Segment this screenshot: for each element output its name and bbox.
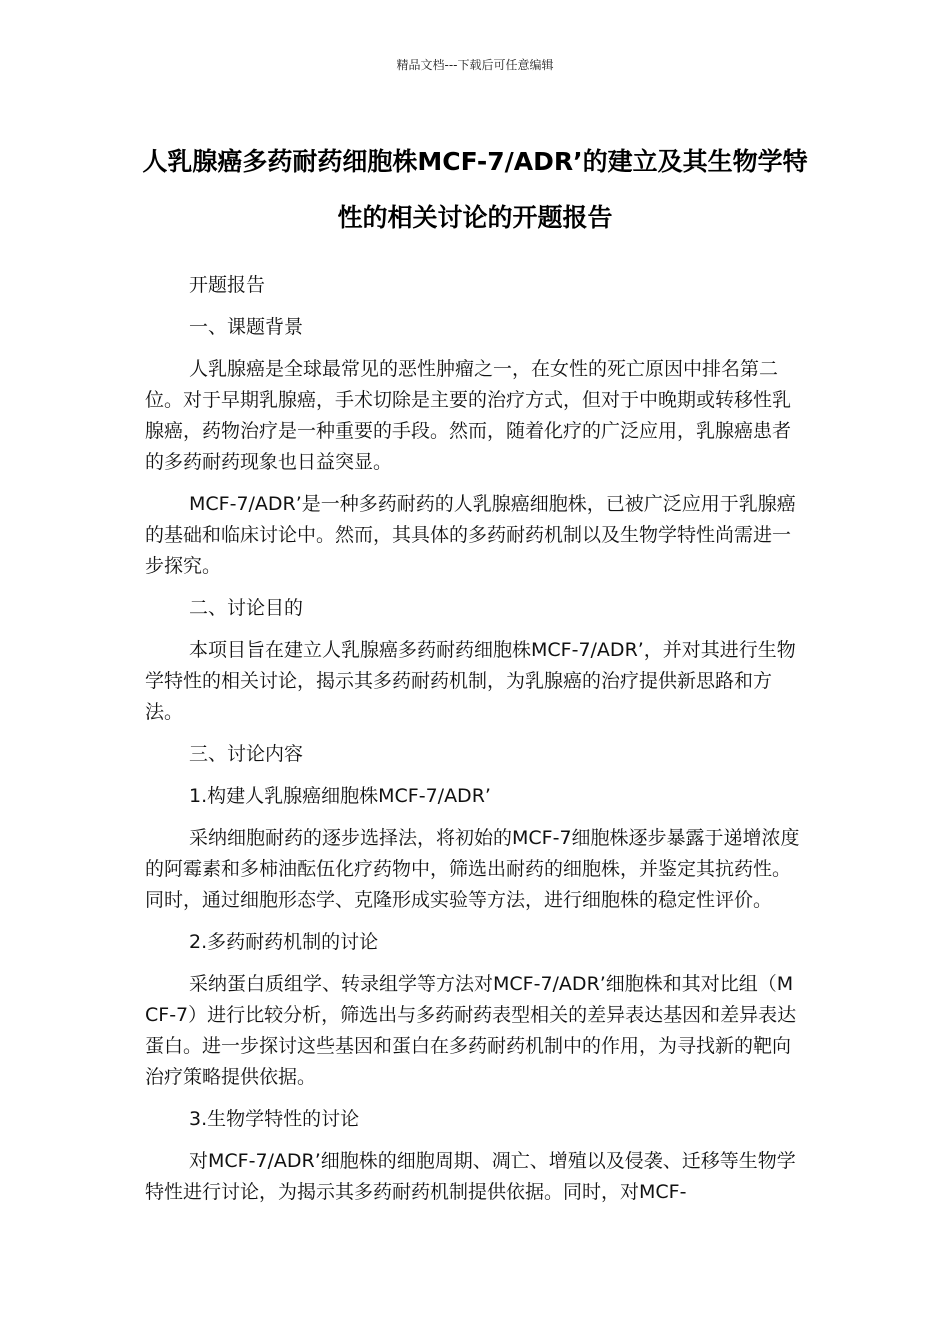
item2-paragraph: 采纳蛋白质组学、转录组学等方法对MCF-7/ADR’细胞株和其对比组（MCF-7）进行比较分析，筛选出与多药耐药表型相关的差异表达基因和差异表达蛋白。进一步探讨这些基因和蛋白在多药耐药机制中的作用，为寻找新的靶向治疗策略提供依据。 (145, 973, 797, 1088)
item3-paragraph: 对MCF-7/ADR’细胞株的细胞周期、凋亡、增殖以及侵袭、迁移等生物学特性进行讨论，为揭示其多药耐药机制提供依据。同时，对MCF- (145, 1150, 796, 1203)
header-note: 精品文档---下载后可任意编辑 (396, 58, 554, 72)
item3-heading: 3.生物学特性的讨论 (189, 1108, 360, 1130)
section2-heading: 二、讨论目的 (189, 597, 304, 619)
section1-heading: 一、课题背景 (189, 316, 304, 338)
label-report: 开题报告 (189, 274, 266, 296)
document-title: 人乳腺癌多药耐药细胞株MCF-7/ADR’的建立及其生物学特性的相关讨论的开题报告 (142, 147, 808, 232)
document-body (145, 270, 805, 1219)
item1-heading: 1.构建人乳腺癌细胞株MCF-7/ADR’ (189, 785, 491, 807)
item1-paragraph: 采纳细胞耐药的逐步选择法，将初始的MCF-7细胞株逐步暴露于递增浓度的阿霉素和多柿油酝伍化疗药物中，筛选出耐药的细胞株，并鉴定其抗药性。同时，通过细胞形态学、克隆形成实验等方法，进行细胞株的稳定性评价。 (145, 827, 800, 911)
item2-heading: 2.多药耐药机制的讨论 (189, 931, 379, 953)
section1-paragraph-1: 人乳腺癌是全球最常见的恶性肿瘤之一，在女性的死亡原因中排名第二位。对于早期乳腺癌，手术切除是主要的治疗方式，但对于中晚期或转移性乳腺癌，药物治疗是一种重要的手段。然而，随着化疗的广泛应用，乳腺癌患者的多药耐药现象也日益突显。 (145, 358, 792, 473)
section3-heading: 三、讨论内容 (189, 743, 304, 765)
section2-paragraph: 本项目旨在建立人乳腺癌多药耐药细胞株MCF-7/ADR’，并对其进行生物学特性的相关讨论，揭示其多药耐药机制，为乳腺癌的治疗提供新思路和方法。 (145, 639, 796, 723)
section1-paragraph-2: MCF-7/ADR’是一种多药耐药的人乳腺癌细胞株，已被广泛应用于乳腺癌的基础和临床讨论中。然而，其具体的多药耐药机制以及生物学特性尚需进一步探究。 (145, 493, 796, 577)
